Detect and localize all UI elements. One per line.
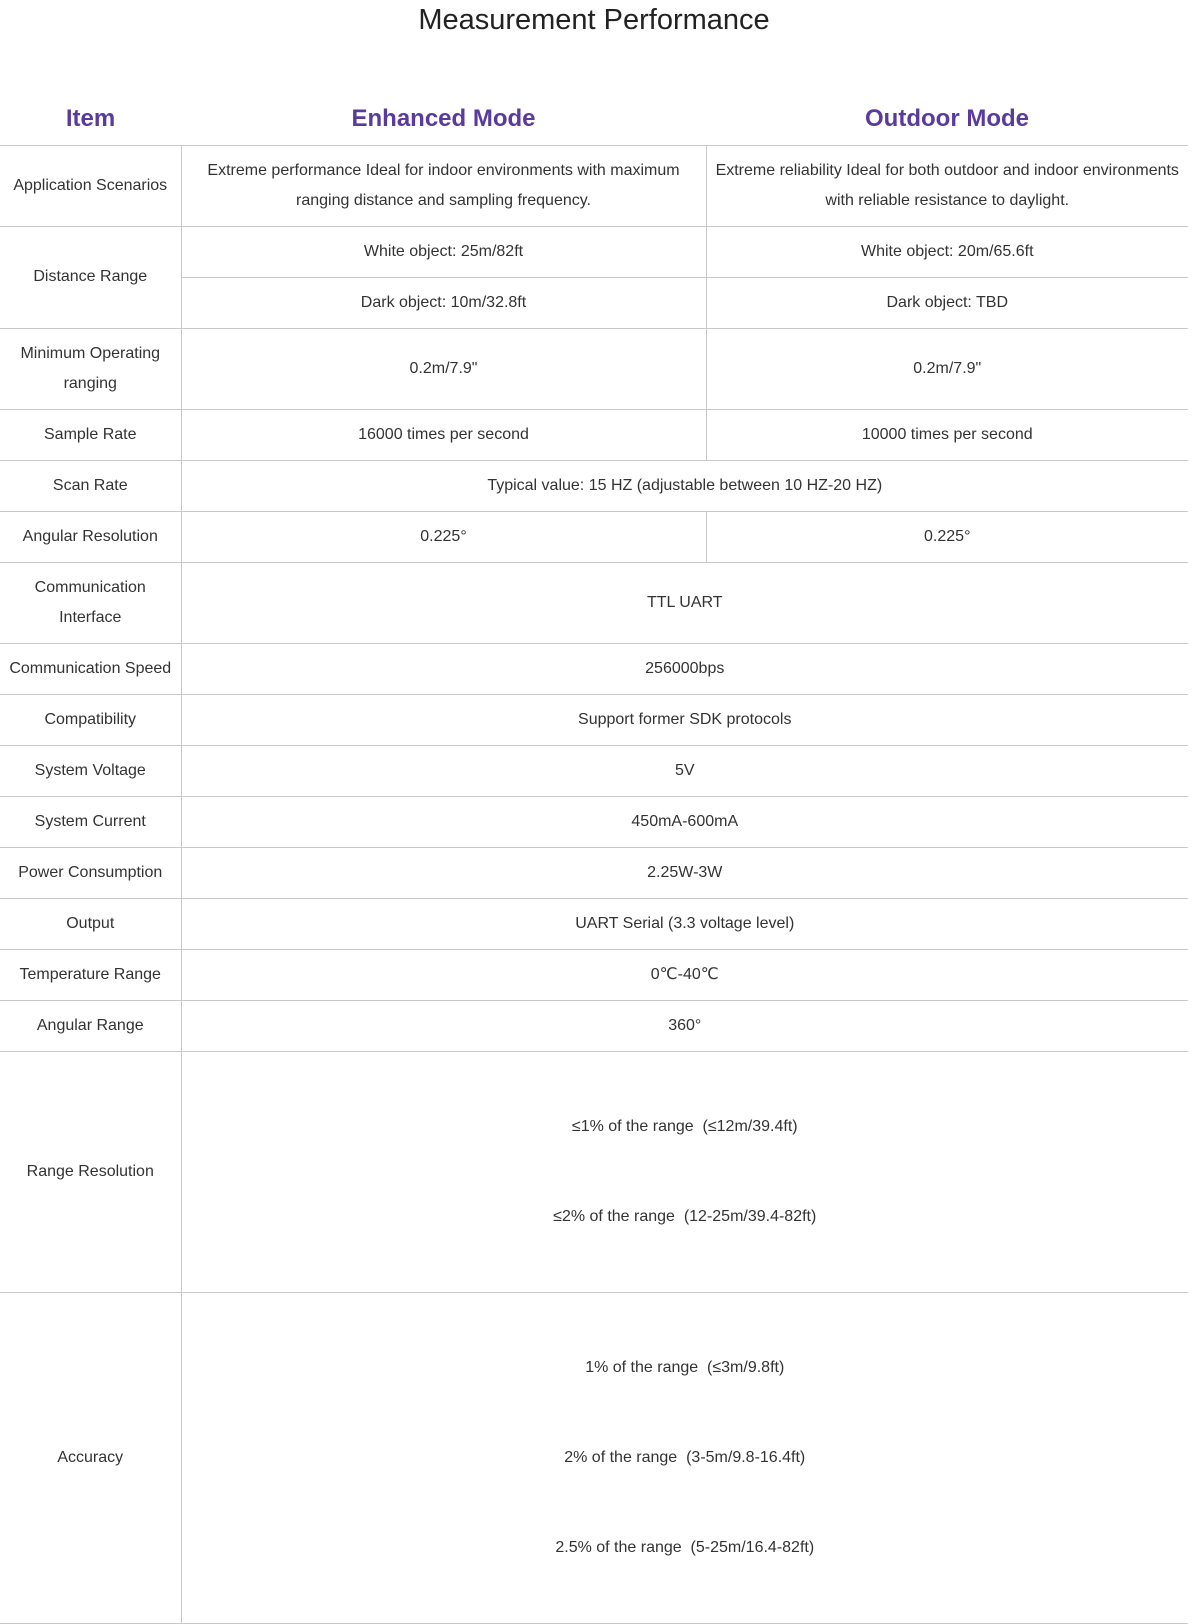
row-label: Accuracy (0, 1292, 181, 1623)
row-label: Sample Rate (0, 409, 181, 460)
spec-table (0, 94, 1188, 1624)
outdoor-value: 0.2m/7.9" (706, 328, 1188, 409)
range-resolution-line: ≤1% of the range (≤12m/39.4ft) (571, 1117, 798, 1135)
row-label: Power Consumption (0, 847, 181, 898)
row-label: Communication Speed (0, 643, 181, 694)
outdoor-value: Dark object: TBD (706, 277, 1188, 328)
shared-value (181, 1051, 1188, 1292)
table-row (0, 460, 1188, 511)
row-label: Angular Resolution (0, 511, 181, 562)
row-label: Distance Range (0, 226, 181, 328)
table-row (0, 511, 1188, 562)
row-label: Application Scenarios (0, 145, 181, 226)
row-label: Output (0, 898, 181, 949)
shared-value: UART Serial (3.3 voltage level) (181, 898, 1188, 949)
outdoor-value: Extreme reliability Ideal for both outdoor and indoor environments with reliable resistance to daylight. (706, 145, 1188, 226)
accuracy-line: 2.5% of the range (5-25m/16.4-82ft) (555, 1538, 815, 1556)
header-item: Item (65, 105, 116, 133)
shared-value: TTL UART (181, 562, 1188, 643)
table-row (0, 409, 1188, 460)
header-outdoor-mode: Outdoor Mode (865, 105, 1029, 133)
row-label: System Voltage (0, 745, 181, 796)
outdoor-value: 10000 times per second (706, 409, 1188, 460)
table-row (0, 694, 1188, 745)
row-label: Temperature Range (0, 949, 181, 1000)
enhanced-value: 0.225° (181, 511, 706, 562)
table-row (0, 847, 1188, 898)
row-label: Range Resolution (0, 1051, 181, 1292)
table-row (0, 226, 1188, 277)
outdoor-value: White object: 20m/65.6ft (706, 226, 1188, 277)
enhanced-value: Extreme performance Ideal for indoor environments with maximum ranging distance and sampling frequency. (181, 145, 706, 226)
shared-value: 450mA-600mA (181, 796, 1188, 847)
enhanced-value: Dark object: 10m/32.8ft (360, 293, 527, 311)
shared-value: 360° (181, 1000, 1188, 1051)
shared-value: 0℃-40℃ (181, 949, 1188, 1000)
accuracy-line: 1% of the range (≤3m/9.8ft) (585, 1358, 785, 1376)
header-row (0, 94, 1188, 145)
enhanced-value: White object: 25m/82ft (181, 226, 706, 277)
row-label: Communication Interface (0, 562, 181, 643)
table-row (0, 328, 1188, 409)
row-label: Compatibility (0, 694, 181, 745)
shared-value (181, 1292, 1188, 1623)
outdoor-value: 0.225° (706, 511, 1188, 562)
table-row (0, 145, 1188, 226)
table-row (0, 796, 1188, 847)
table-row (0, 643, 1188, 694)
table-row (0, 1000, 1188, 1051)
shared-value: Support former SDK protocols (181, 694, 1188, 745)
row-label: Scan Rate (0, 460, 181, 511)
page-title: Measurement Performance (418, 4, 770, 36)
enhanced-value: 0.2m/7.9" (181, 328, 706, 409)
range-resolution-line: ≤2% of the range (12-25m/39.4-82ft) (553, 1207, 817, 1225)
shared-value: 2.25W-3W (181, 847, 1188, 898)
row-label: System Current (0, 796, 181, 847)
shared-value: Typical value: 15 HZ (adjustable between 10 HZ-20 HZ) (181, 460, 1188, 511)
header-enhanced-mode: Enhanced Mode (351, 105, 536, 133)
table-row (0, 1051, 1188, 1292)
table-row (0, 949, 1188, 1000)
row-label: Minimum Operating ranging (0, 328, 181, 409)
shared-value: 256000bps (181, 643, 1188, 694)
table-row (0, 562, 1188, 643)
accuracy-line: 2% of the range (3-5m/9.8-16.4ft) (564, 1448, 806, 1466)
shared-value: 5V (181, 745, 1188, 796)
enhanced-value: 16000 times per second (181, 409, 706, 460)
table-row (0, 745, 1188, 796)
table-row (0, 898, 1188, 949)
table-row (0, 1292, 1188, 1623)
row-label: Angular Range (0, 1000, 181, 1051)
